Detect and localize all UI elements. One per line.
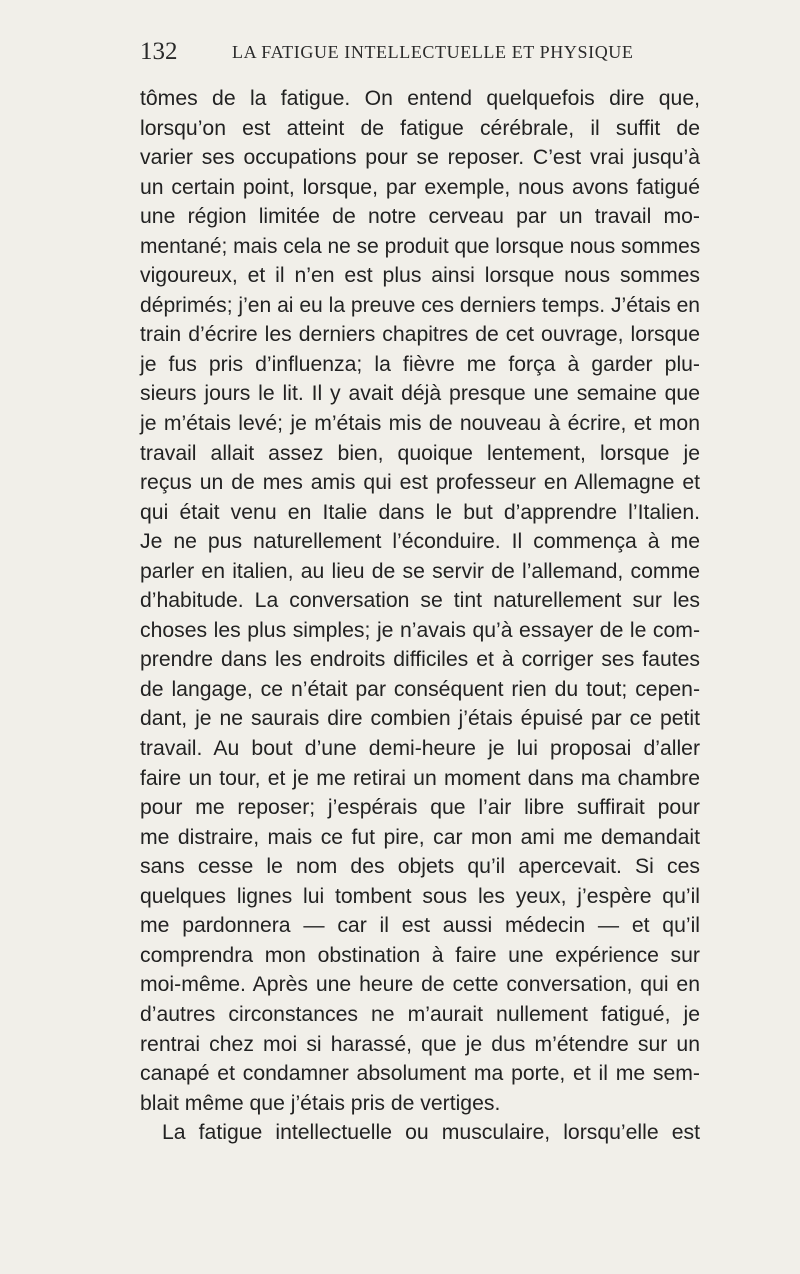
text-line: une région limitée de notre cerveau par un travail mo- xyxy=(140,205,700,229)
text-line: quelques lignes lui tombent sous les yeux, j’espère qu’il xyxy=(140,884,700,908)
text-line: dant, je ne saurais dire combien j’étais épuisé par ce petit xyxy=(140,707,700,731)
text-line: varier ses occupations pour se reposer. C’est vrai jusqu’à xyxy=(140,146,700,170)
text-line: comprendra mon obstination à faire une expérience sur xyxy=(140,943,700,967)
text-line: reçus un de mes amis qui est professeur en Allemagne et xyxy=(140,471,700,495)
text-line: je fus pris d’influenza; la fièvre me força à garder plu- xyxy=(140,352,700,376)
text-line: pour me reposer; j’espérais que l’air libre suffirait pour xyxy=(140,796,700,820)
text-line: sieurs jours le lit. Il y avait déjà presque une semaine que xyxy=(140,382,700,406)
page-number: 132 xyxy=(140,38,178,65)
text-line: rentrai chez moi si harassé, que je dus m’étendre sur un xyxy=(140,1032,700,1056)
text-line: d’habitude. La conversation se tint naturellement sur les xyxy=(140,589,700,613)
text-line: déprimés; j’en ai eu la preuve ces derniers temps. J’étais en xyxy=(140,293,701,317)
text-line: mentané; mais cela ne se produit que lorsque nous sommes xyxy=(140,234,701,258)
text-line: travail allait assez bien, quoique lentement, lorsque je xyxy=(140,441,700,465)
text-line: tômes de la fatigue. On entend quelquefois dire que, xyxy=(140,87,700,110)
text-line: canapé et condamner absolument ma porte, et il me sem- xyxy=(140,1062,700,1086)
text-line: prendre dans les endroits difficiles et à corriger ses fautes xyxy=(140,648,700,672)
page-header xyxy=(140,38,700,68)
text-line: d’autres circonstances ne m’aurait nullement fatigué, je xyxy=(140,1002,700,1026)
text-line: Je ne pus naturellement l’éconduire. Il commença à me xyxy=(140,530,700,554)
text-line: travail. Au bout d’une demi-heure je lui proposai d’aller xyxy=(140,737,700,761)
text-line: me pardonnera — car il est aussi médecin — et qu’il xyxy=(140,914,700,938)
text-line: un certain point, lorsque, par exemple, nous avons fatigué xyxy=(140,175,700,199)
text-line: moi-même. Après une heure de cette conversation, qui en xyxy=(140,973,700,997)
text-line: choses les plus simples; je n’avais qu’à essayer de le com- xyxy=(140,618,700,642)
text-line: me distraire, mais ce fut pire, car mon ami me demandait xyxy=(140,825,700,849)
body-text xyxy=(140,84,700,1148)
text-line: parler en italien, au lieu de se servir de l’allemand, comme xyxy=(140,559,700,583)
text-line: train d’écrire les derniers chapitres de cet ouvrage, lorsque xyxy=(140,323,700,347)
text-line: faire un tour, et je me retirai un moment dans ma chambre xyxy=(140,766,700,790)
text-line: sans cesse le nom des objets qu’il apercevait. Si ces xyxy=(140,855,700,879)
text-line: lorsqu’on est atteint de fatigue cérébrale, il suffit de xyxy=(140,116,700,140)
text-line: La fatigue intellectuelle ou musculaire, lorsqu’elle est xyxy=(162,1121,700,1145)
text-line: blait même que j’étais pris de vertiges. xyxy=(140,1091,501,1115)
running-title: LA FATIGUE INTELLECTUELLE ET PHYSIQUE xyxy=(232,42,634,62)
text-line: vigoureux, et il n’en est plus ainsi lorsque nous sommes xyxy=(140,264,700,288)
text-line: qui était venu en Italie dans le but d’apprendre l’Italien. xyxy=(140,500,700,524)
text-line: de langage, ce n’était par conséquent rien du tout; cepen- xyxy=(140,677,700,701)
text-line: je m’étais levé; je m’étais mis de nouveau à écrire, et mon xyxy=(140,412,700,436)
